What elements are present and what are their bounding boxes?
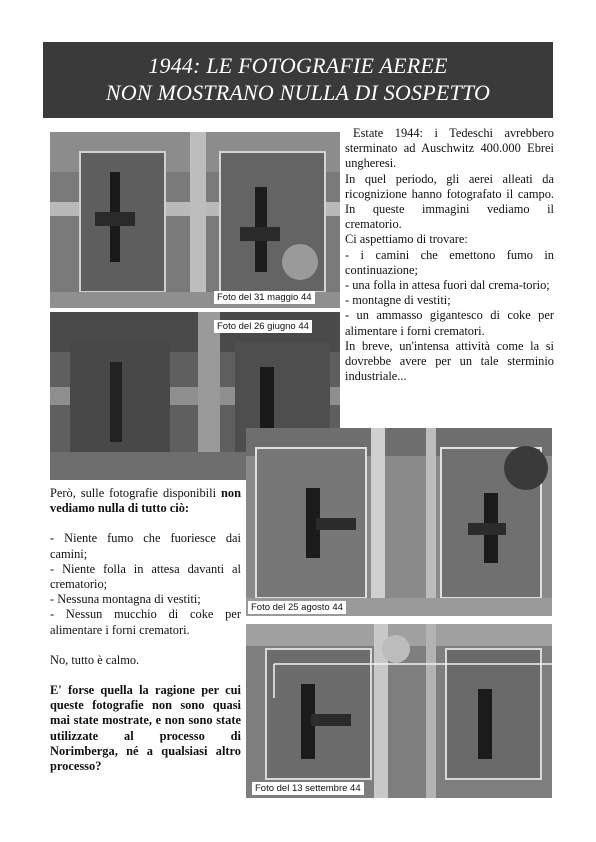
title-line-2: NON MOSTRANO NULLA DI SOSPETTO [105, 80, 491, 105]
aerial-photo-13-september [246, 624, 552, 798]
observation-item-4: - Nessun mucchio di coke per alimentare i forni crematori. [50, 607, 241, 637]
observation-lead-text: Però, sulle fotografie disponibili [50, 486, 217, 500]
observation-item-1: - Niente fumo che fuoriesce dai camini; [50, 531, 241, 561]
title-banner [43, 42, 553, 118]
observation-item-2: - Niente folla in attesa davanti al crematorio; [50, 561, 241, 592]
intro-line-2: In quel periodo, gli aerei alleati da ricognizione hanno fotografato il campo. In queste immagini vediamo il crematorio. [345, 171, 554, 232]
caption-26-june: Foto del 26 giugno 44 [214, 320, 312, 333]
intro-text [345, 126, 554, 384]
intro-line-3: Ci aspettiamo di trovare: [345, 232, 468, 247]
intro-line-1: Estate 1944: i Tedeschi avrebbero sterminato ad Auschwitz 400.000 Ebrei ungheresi. [345, 126, 554, 171]
caption-25-august: Foto del 25 agosto 44 [248, 601, 346, 614]
caption-13-september: Foto del 13 settembre 44 [252, 782, 364, 795]
intro-line-7: - un ammasso gigantesco di coke per alimentare i forni crematori. [345, 308, 554, 338]
observation-text [50, 486, 241, 774]
observation-item-3: - Nessuna montagna di vestiti; [50, 592, 201, 607]
title-line-1: 1944: LE FOTOGRAFIE AEREE [148, 53, 448, 78]
observation-lead [50, 486, 241, 516]
calm-statement: No, tutto è calmo. [50, 652, 140, 667]
aerial-photo-31-may [50, 132, 340, 308]
observation-lead-bold: non vediamo nulla di tutto ciò: [50, 486, 241, 516]
intro-line-5: - una folla in attesa fuori dal crema-torio; [345, 278, 550, 293]
intro-line-4: - i camini che emettono fumo in continuazione; [345, 247, 554, 277]
aerial-photo-25-august [246, 428, 552, 616]
intro-line-8: In breve, un'intensa attività come la si dovrebbe avere per un tale sterminio industriale... [345, 338, 554, 384]
caption-31-may: Foto del 31 maggio 44 [214, 291, 315, 304]
closing-question: E' forse quella la ragione per cui queste fotografie non sono quasi mai state mostrate, e non sono state utilizzate al processo di Norimberga, né a qualsiasi altro processo? [50, 683, 241, 774]
intro-line-6: - montagne di vestiti; [345, 293, 451, 308]
